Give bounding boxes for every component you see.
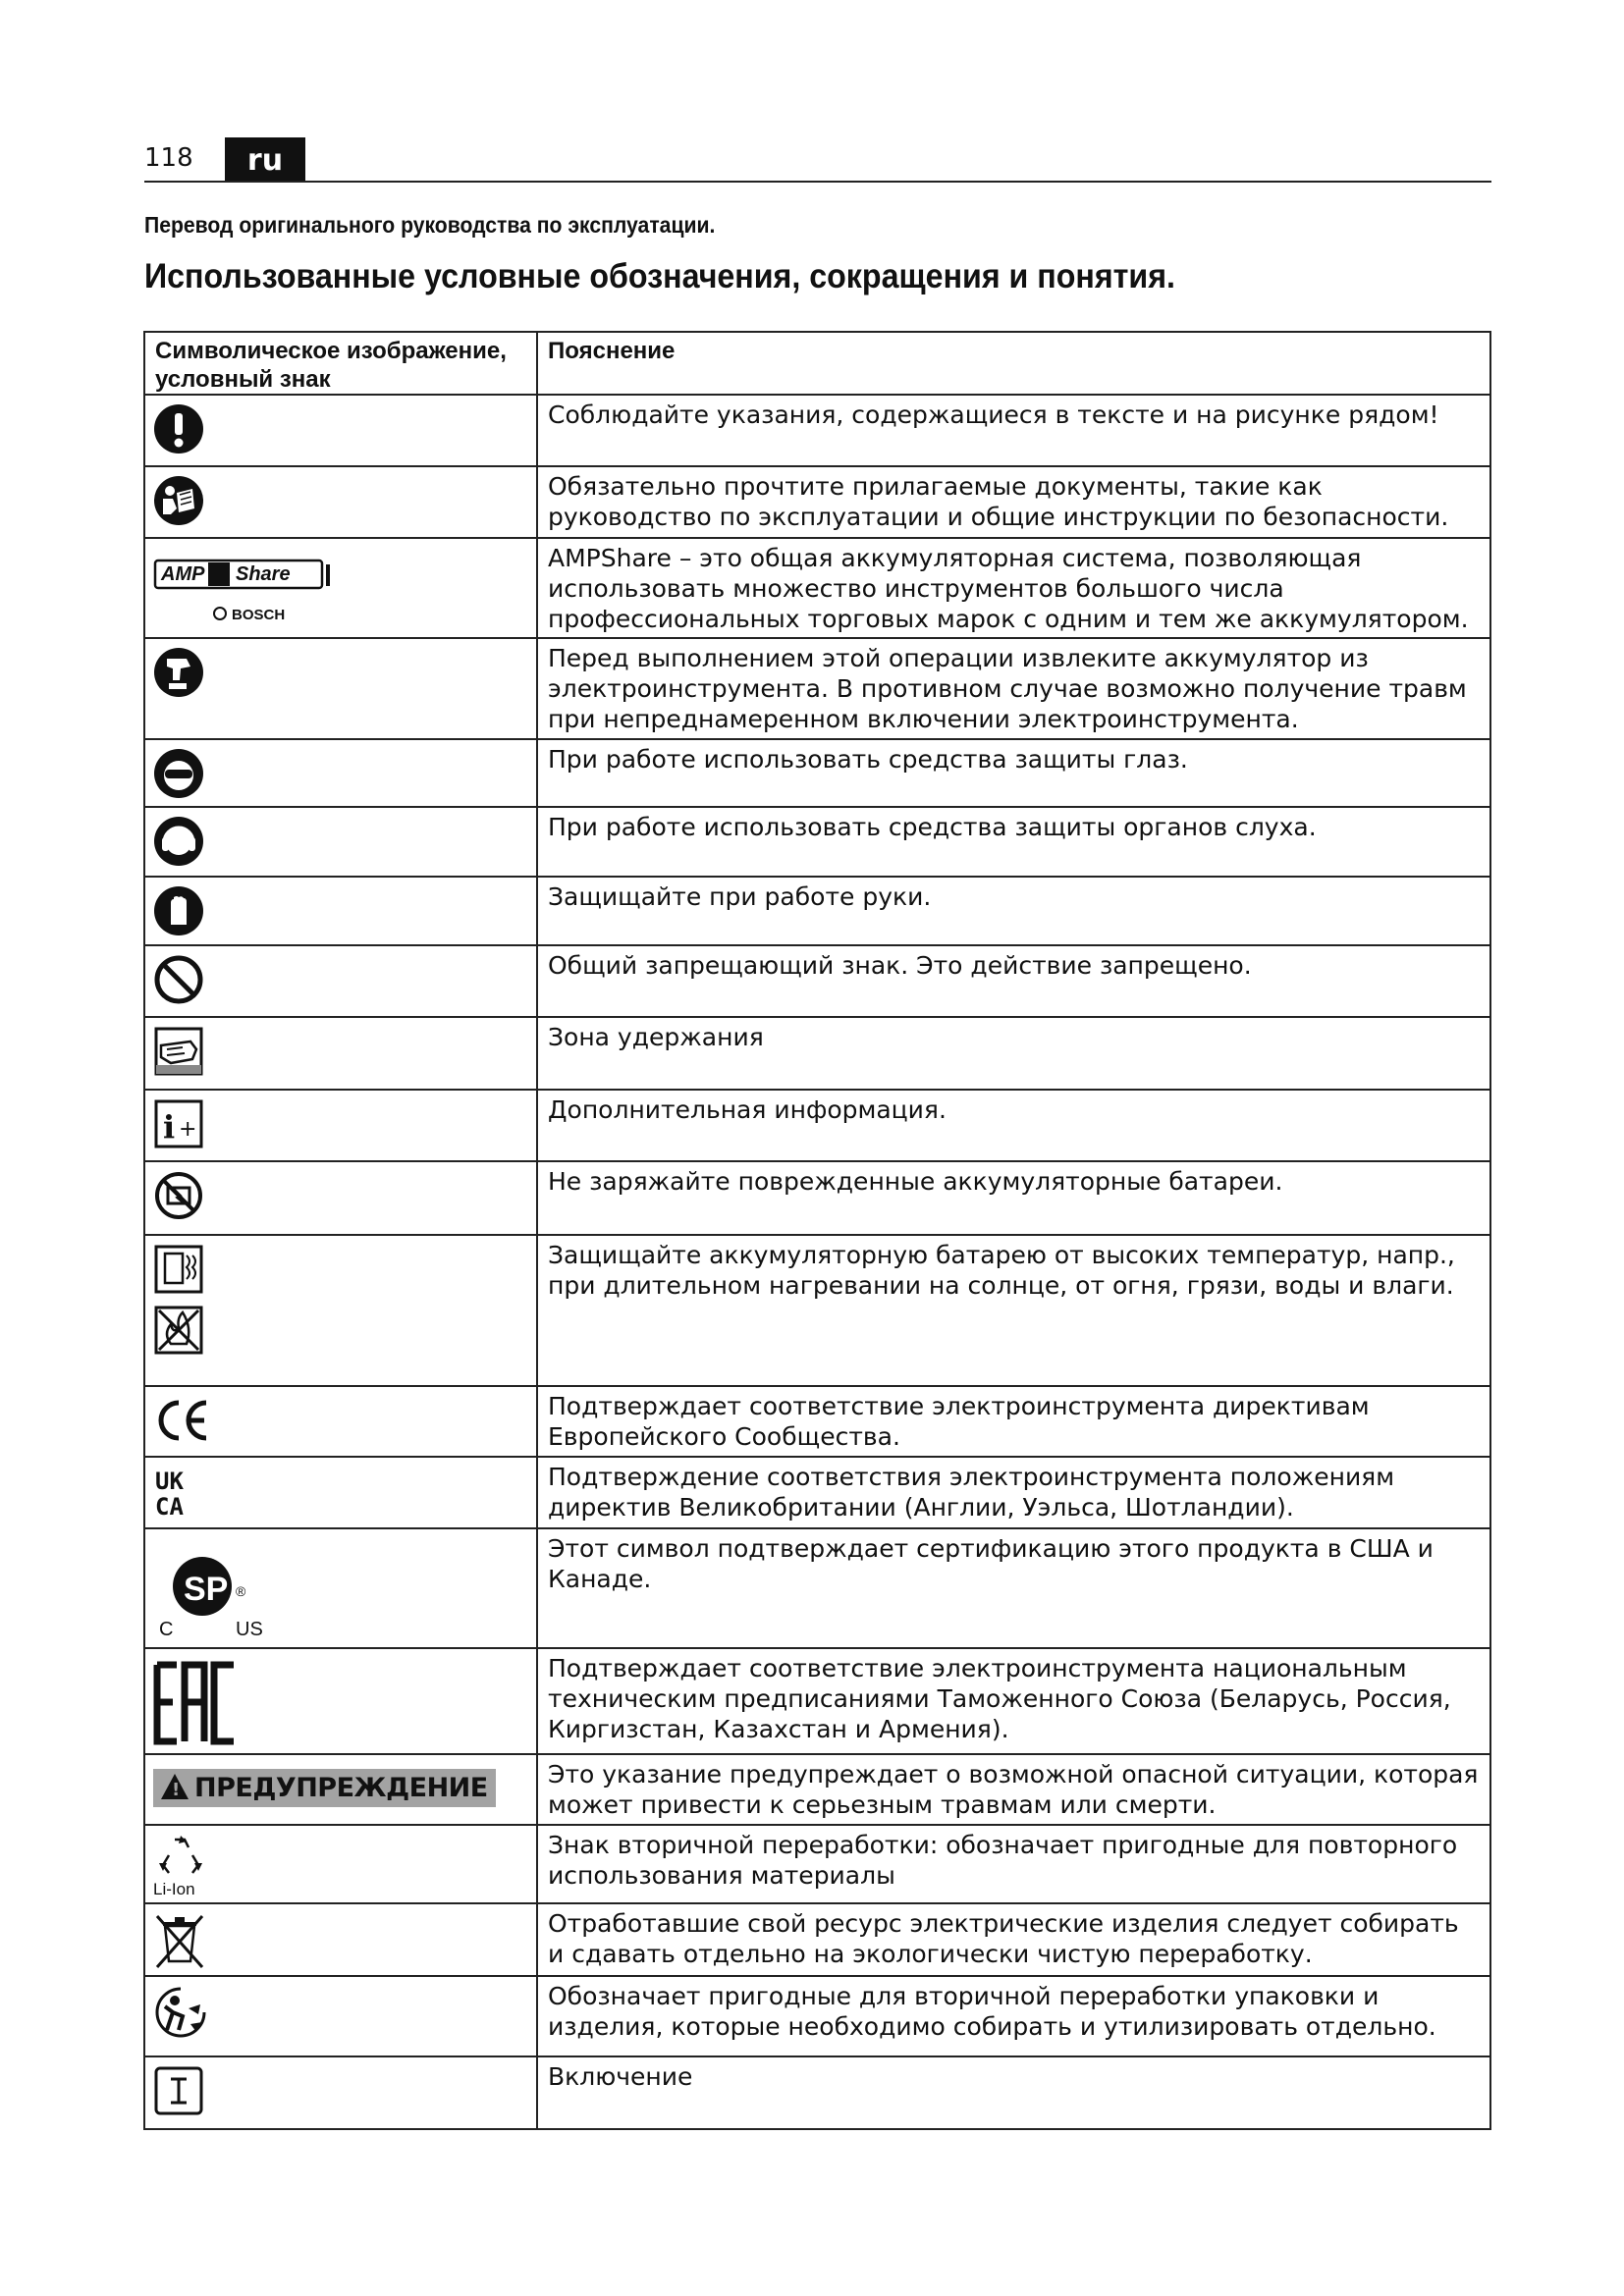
row-text: При работе использовать средства защиты глаз. <box>537 739 1490 807</box>
row-text: Знак вторичной переработки: обозначает пригодные для повторного использования материалы <box>537 1825 1490 1903</box>
table-row <box>144 807 1490 877</box>
hand-protection-icon <box>153 885 204 936</box>
remove-battery-icon <box>153 647 204 698</box>
row-text: При работе использовать средства защиты органов слуха. <box>537 807 1490 877</box>
col-header-explanation: Пояснение <box>537 332 1490 395</box>
table-row <box>144 1903 1490 1976</box>
exclamation-icon <box>153 403 204 454</box>
page-header <box>144 137 1491 183</box>
row-text: Этот символ подтверждает сертификацию этого продукта в США и Канаде. <box>537 1528 1490 1648</box>
document-subtitle: Перевод оригинального руководства по эксплуатации. <box>144 212 716 238</box>
svg-text:SP: SP <box>184 1571 229 1608</box>
csa-mark-icon <box>153 1537 271 1643</box>
ukca-mark-icon <box>153 1466 202 1519</box>
row-text: Отработавшие свой ресурс электрические изделия следует собирать и сдавать отдельно на экологически чистую переработку. <box>537 1903 1490 1976</box>
battery-heat-icon <box>153 1244 204 1295</box>
triman-icon <box>153 1985 208 2040</box>
power-on-icon <box>153 2065 204 2116</box>
table-row <box>144 739 1490 807</box>
warning-label: ! ПРЕДУПРЕЖДЕНИЕ <box>153 1769 496 1807</box>
svg-text:+: + <box>179 1117 197 1142</box>
table-row <box>144 877 1490 945</box>
row-text: Защищайте при работе руки. <box>537 877 1490 945</box>
eye-protection-icon <box>153 748 204 799</box>
table-row <box>144 1090 1490 1161</box>
svg-text:UK: UK <box>155 1468 184 1495</box>
table-row <box>144 466 1490 538</box>
row-text: Соблюдайте указания, содержащиеся в тексте и на рисунке рядом! <box>537 395 1490 466</box>
svg-text:Share: Share <box>236 563 291 585</box>
weee-bin-icon <box>153 1912 206 1971</box>
info-icon <box>153 1098 204 1149</box>
read-manual-icon <box>153 475 204 526</box>
table-row <box>144 1161 1490 1235</box>
row-text: Подтверждение соответствия электроинструмента положениям директив Великобритании (Англии, Уэльса, Шотландии). <box>537 1457 1490 1528</box>
table-row <box>144 638 1490 739</box>
symbols-table <box>143 331 1491 2130</box>
row-text: Дополнительная информация. <box>537 1090 1490 1161</box>
svg-text:CA: CA <box>155 1493 184 1519</box>
table-row <box>144 1754 1490 1825</box>
table-header-row <box>144 332 1490 395</box>
warning-triangle-icon: ! <box>161 1774 189 1799</box>
page-title: Использованные условные обозначения, сокращения и понятия. <box>144 257 1175 295</box>
row-text: Зона удержания <box>537 1017 1490 1090</box>
row-text: Это указание предупреждает о возможной опасной ситуации, которая может привести к серьезным травмам или смерти. <box>537 1754 1490 1825</box>
svg-text:Li-Ion: Li-Ion <box>153 1880 195 1898</box>
table-row <box>144 395 1490 466</box>
eac-mark-icon <box>153 1657 251 1749</box>
svg-text:US: US <box>236 1619 263 1640</box>
grip-zone-icon <box>153 1026 204 1077</box>
ce-mark-icon <box>153 1395 212 1446</box>
table-row <box>144 1386 1490 1457</box>
table-row <box>144 945 1490 1017</box>
ampshare-logo-icon <box>153 547 340 625</box>
row-text: Обозначает пригодные для вторичной переработки упаковки и изделия, которые необходимо собирать и утилизировать отдельно. <box>537 1976 1490 2056</box>
svg-text:AMP: AMP <box>161 563 205 585</box>
table-row <box>144 2056 1490 2129</box>
row-text: Включение <box>537 2056 1490 2129</box>
row-text: Подтверждает соответствие электроинструмента директивам Европейского Сообщества. <box>537 1386 1490 1457</box>
table-row <box>144 1235 1490 1386</box>
row-text: Защищайте аккумуляторную батарею от высоких температур, напр., при длительном нагревании на солнце, от огня, грязи, воды и влаги. <box>537 1235 1490 1386</box>
no-charge-damaged-battery-icon <box>153 1170 204 1221</box>
row-text: Подтверждает соответствие электроинструмента национальным техническим предписаниями Таможенного Союза (Беларусь, Россия, Киргизстан, Казахстан и Армения). <box>537 1648 1490 1754</box>
table-row <box>144 1825 1490 1903</box>
table-row <box>144 1976 1490 2056</box>
svg-text:i: i <box>163 1108 176 1146</box>
col-header-symbol: Символическое изображение, условный знак <box>144 332 537 395</box>
svg-text:C: C <box>159 1619 174 1640</box>
table-row <box>144 1457 1490 1528</box>
table-row <box>144 538 1490 638</box>
row-text: Общий запрещающий знак. Это действие запрещено. <box>537 945 1490 1017</box>
prohibition-icon <box>153 954 204 1005</box>
table-row <box>144 1648 1490 1754</box>
row-text: Не заряжайте поврежденные аккумуляторные батареи. <box>537 1161 1490 1235</box>
page-number: 118 <box>144 143 193 173</box>
language-badge: ru <box>225 137 305 181</box>
row-text: AMPShare – это общая аккумуляторная система, позволяющая использовать множество инструментов большого числа профессиональных торговых марок с одним и тем же аккумулятором. <box>537 538 1490 638</box>
ear-protection-icon <box>153 816 204 867</box>
svg-text:®: ® <box>236 1583 246 1599</box>
table-row <box>144 1017 1490 1090</box>
row-text: Перед выполнением этой операции извлеките аккумулятор из электроинструмента. В противном случае возможно получение травм при непреднамеренном включении электроинструмента. <box>537 638 1490 739</box>
row-text: Обязательно прочтите прилагаемые документы, такие как руководство по эксплуатации и общие инструкции по безопасности. <box>537 466 1490 538</box>
table-row <box>144 1528 1490 1648</box>
no-fire-water-icon <box>153 1305 204 1356</box>
recycle-li-ion-icon <box>153 1834 212 1898</box>
svg-text:BOSCH: BOSCH <box>232 607 286 623</box>
